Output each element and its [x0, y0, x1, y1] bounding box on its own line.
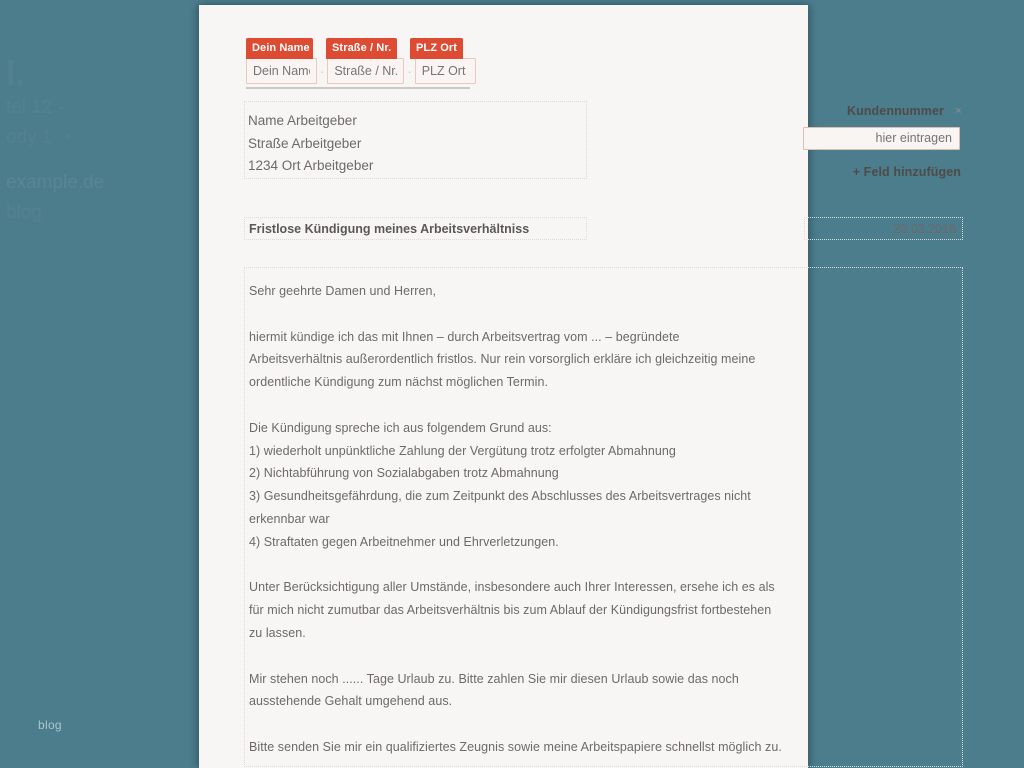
sender-underline-divider	[246, 87, 470, 89]
sender-street-input[interactable]	[327, 58, 404, 84]
sender-tag-city: PLZ Ort	[410, 38, 463, 59]
recipient-line-street: Straße Arbeitgeber	[248, 135, 362, 151]
body-salutation: Sehr geehrte Damen und Herren,	[249, 284, 437, 298]
body-para4-line1: Mir stehen noch ...... Tage Urlaub zu. Bitte zahlen Sie mir diesen Urlaub sowie das noch	[249, 671, 739, 686]
body-para3-line2: für mich nicht zumutbar das Arbeitsverhältnis bis zum Ablauf der Kündigungsfrist fortbestehen	[249, 603, 772, 618]
body-reason-3-line2: erkennbar war	[249, 511, 330, 526]
blog-label[interactable]: blog	[38, 718, 62, 732]
date-field[interactable]	[804, 217, 963, 240]
subject-field[interactable]	[244, 217, 587, 240]
subject-text: Fristlose Kündigung meines Arbeitsverhältniss	[249, 221, 530, 236]
body-reason-2: 2) Nichtabführung von Sozialabgaben trotz Abmahnung	[249, 466, 559, 481]
body-spacer-4	[249, 645, 958, 668]
body-para1-line2: Arbeitsverhältnis außerordentlich fristlos. Nur rein vorsorglich erkläre ich gleichzeitig meine	[249, 352, 756, 367]
body-spacer-5	[249, 713, 958, 736]
sender-address-block	[246, 38, 536, 89]
recipient-line-city: 1234 Ort Arbeitgeber	[248, 158, 374, 173]
sender-tag-name: Dein Name	[246, 38, 313, 59]
sender-separator-2: ·	[407, 63, 412, 79]
body-spacer-3	[249, 554, 958, 577]
body-para4-line2: ausstehende Gehalt umgehend aus.	[249, 694, 453, 709]
body-reasons-intro: Die Kündigung spreche ich aus folgendem Grund aus:	[249, 420, 552, 435]
sender-name-input[interactable]	[246, 58, 317, 84]
body-para3-line1: Unter Berücksichtigung aller Umstände, insbesondere auch Ihrer Interessen, ersehe ich es als	[249, 580, 775, 595]
customer-number-input[interactable]	[803, 127, 960, 150]
customer-number-block	[803, 101, 963, 179]
add-field-button[interactable]: + Feld hinzufügen	[852, 165, 961, 179]
body-reason-3-line1: 3) Gesundheitsgefährdung, die zum Zeitpunkt des Abschlusses des Arbeitsvertrages nicht	[249, 489, 751, 504]
body-para3-line3: zu lassen.	[249, 625, 306, 640]
close-icon[interactable]: ×	[955, 104, 962, 117]
body-spacer-1	[249, 303, 958, 326]
letter-body-box[interactable]	[244, 267, 963, 767]
sender-city-input[interactable]	[415, 58, 476, 84]
sender-tag-row	[246, 38, 536, 59]
body-para1-line3: ordentliche Kündigung zum nächst möglichen Termin.	[249, 375, 548, 390]
sender-separator-1: ·	[320, 63, 325, 79]
recipient-address-box[interactable]	[244, 101, 587, 179]
customer-number-label: Kundennummer	[846, 104, 944, 118]
sender-tag-street: Straße / Nr.	[326, 38, 397, 59]
customer-number-header	[803, 101, 963, 121]
document-page	[199, 5, 962, 768]
recipient-line-name: Name Arbeitgeber	[248, 113, 357, 128]
body-para1-line1: hiermit kündige ich das mit Ihnen – durch Arbeitsvertrag vom ... – begründete	[249, 329, 680, 344]
sender-input-row	[246, 58, 536, 84]
body-reason-4: 4) Straftaten gegen Arbeitnehmer und Ehrverletzungen.	[249, 534, 559, 549]
date-text: 23.03.2016	[893, 221, 956, 236]
body-para5: Bitte senden Sie mir ein qualifiziertes Zeugnis sowie meine Arbeitspapiere schnellst möglich zu.	[249, 739, 782, 754]
body-reason-1: 1) wiederholt unpünktliche Zahlung der Vergütung trotz erfolgter Abmahnung	[249, 443, 676, 458]
body-spacer-2	[249, 394, 958, 417]
